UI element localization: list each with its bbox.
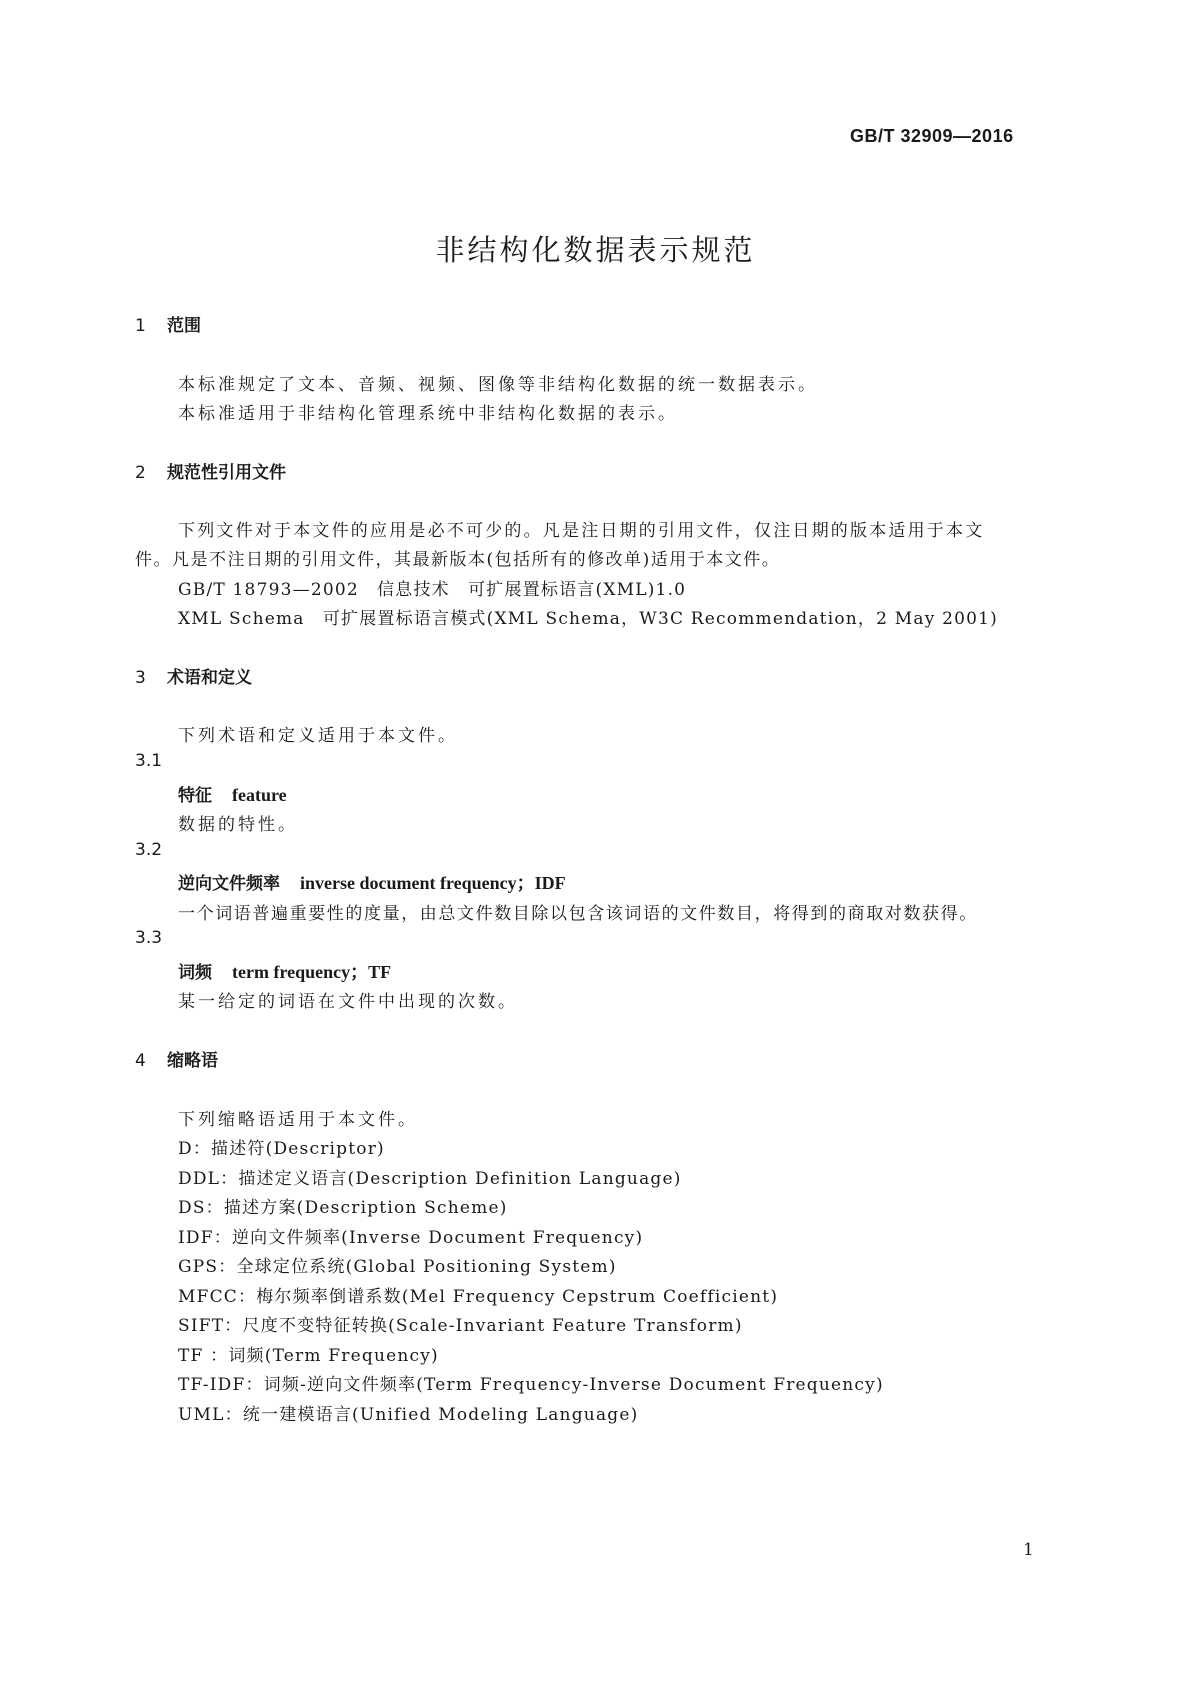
term-definition: 数据的特性。: [178, 815, 298, 835]
term-zh: 逆向文件频率: [178, 874, 280, 894]
term-heading: [178, 958, 391, 984]
reference-item: GB/T 18793—2002 信息技术 可扩展置标语言(XML)1.0: [178, 580, 687, 600]
page-number: 1: [1023, 1540, 1034, 1560]
term-en: inverse document frequency；IDF: [300, 873, 566, 893]
document-title: 非结构化数据表示规范: [435, 233, 756, 267]
term-zh: 特征: [178, 786, 212, 806]
abbreviation-item: GPS：全球定位系统(Global Positioning System): [178, 1257, 617, 1277]
section-3-heading: [135, 663, 252, 688]
section-number: 2: [135, 463, 146, 483]
abbreviation-item: TF ：词频(Term Frequency): [178, 1346, 439, 1366]
abbreviation-item: SIFT：尺度不变特征转换(Scale-Invariant Feature Transform): [178, 1316, 743, 1336]
abbreviation-item: IDF：逆向文件频率(Inverse Document Frequency): [178, 1228, 644, 1248]
paragraph: 本标准适用于非结构化管理系统中非结构化数据的表示。: [178, 404, 678, 424]
term-definition: 某一给定的词语在文件中出现的次数。: [178, 992, 518, 1012]
section-4-heading: [135, 1046, 218, 1071]
section-number: 3: [135, 668, 146, 688]
paragraph: 下列缩略语适用于本文件。: [178, 1110, 418, 1130]
section-title: 范围: [167, 316, 201, 336]
section-title: 缩略语: [167, 1051, 218, 1071]
term-en: feature: [232, 785, 287, 805]
term-definition: 一个词语普遍重要性的度量，由总文件数目除以包含该词语的文件数目，将得到的商取对数获得。: [178, 904, 978, 924]
term-zh: 词频: [178, 963, 212, 983]
abbreviation-item: MFCC：梅尔频率倒谱系数(Mel Frequency Cepstrum Coefficient): [178, 1287, 779, 1307]
abbreviation-item: TF-IDF：词频-逆向文件频率(Term Frequency-Inverse Document Frequency): [178, 1375, 884, 1395]
clause-number: 3.2: [135, 840, 163, 860]
section-2-heading: [135, 458, 286, 483]
abbreviation-item: DS：描述方案(Description Scheme): [178, 1198, 508, 1218]
paragraph: 下列文件对于本文件的应用是必不可少的。凡是注日期的引用文件，仅注日期的版本适用于本文: [178, 521, 985, 541]
paragraph: 本标准规定了文本、音频、视频、图像等非结构化数据的统一数据表示。: [178, 375, 818, 395]
section-number: 4: [135, 1051, 146, 1071]
clause-number: 3.1: [135, 751, 163, 771]
section-title: 规范性引用文件: [167, 463, 286, 483]
abbreviation-item: UML：统一建模语言(Unified Modeling Language): [178, 1405, 639, 1425]
term-heading: [178, 781, 287, 806]
paragraph: 下列术语和定义适用于本文件。: [178, 726, 458, 746]
abbreviation-item: D：描述符(Descriptor): [178, 1139, 385, 1159]
term-en: term frequency；TF: [232, 962, 392, 982]
abbreviation-item: DDL：描述定义语言(Description Definition Language): [178, 1169, 682, 1189]
section-title: 术语和定义: [167, 668, 252, 688]
standard-code: GB/T 32909—2016: [850, 126, 1014, 146]
reference-item: XML Schema 可扩展置标语言模式(XML Schema，W3C Recommendation，2 May 2001): [178, 609, 999, 629]
section-1-heading: [135, 311, 201, 336]
term-heading: [178, 869, 566, 895]
paragraph: 件。凡是不注日期的引用文件，其最新版本(包括所有的修改单)适用于本文件。: [135, 550, 781, 570]
clause-number: 3.3: [135, 928, 163, 948]
section-number: 1: [135, 316, 146, 336]
